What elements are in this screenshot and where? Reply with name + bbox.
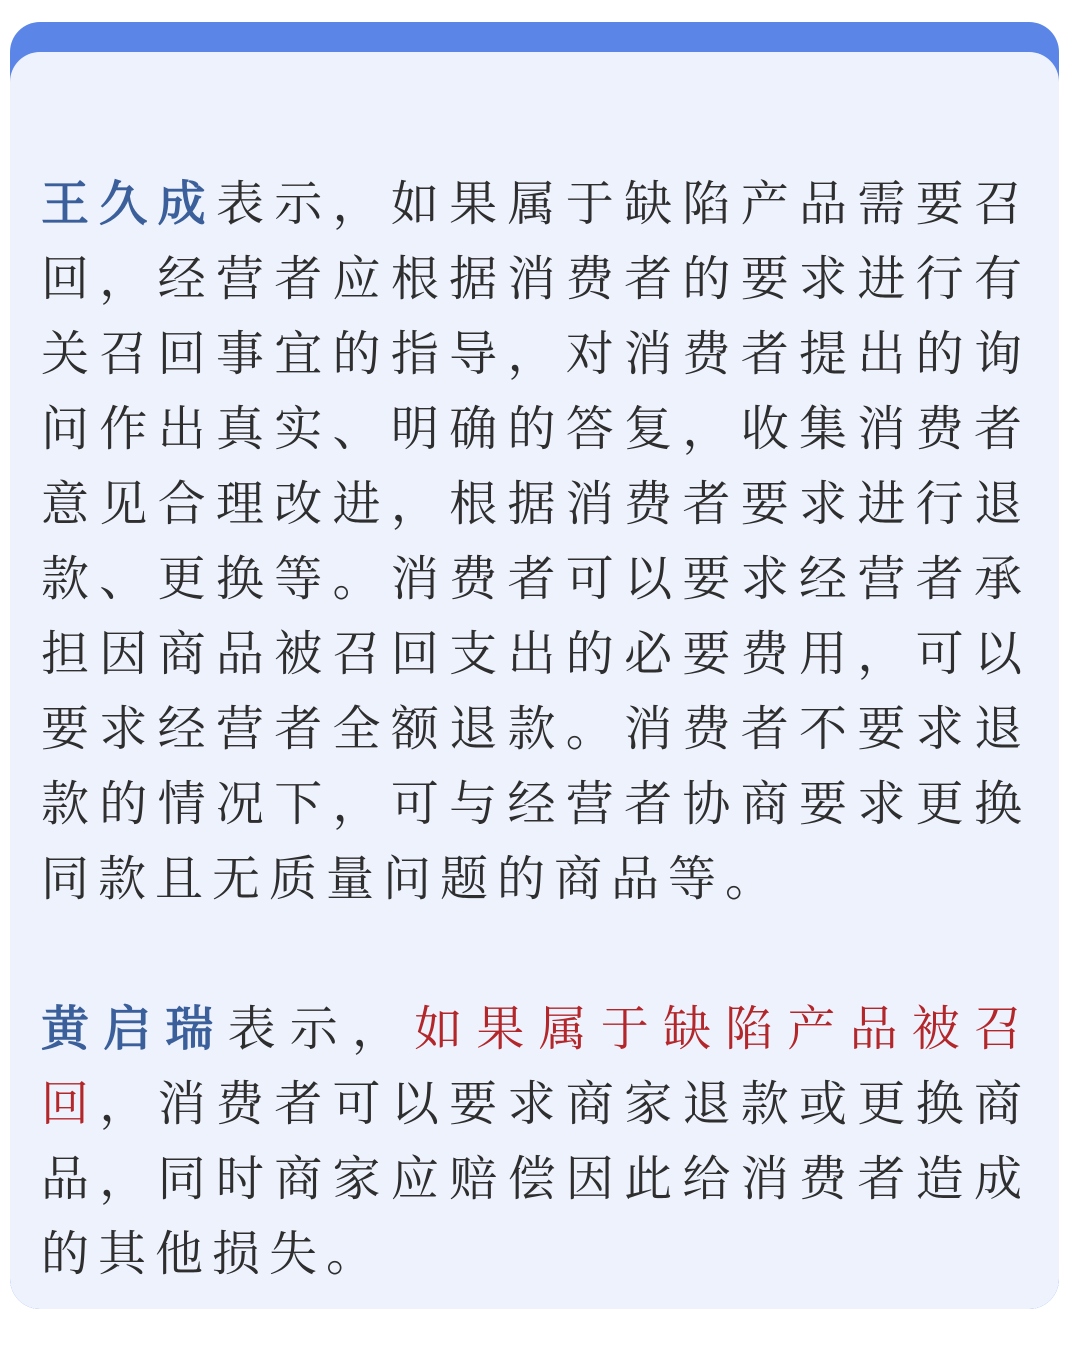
statement-paragraph-huang <box>41 992 1031 1292</box>
statement-prefix-huang: 表示， <box>227 1001 415 1057</box>
speaker-name-wang: 王久成 <box>41 176 216 232</box>
quote-card <box>10 22 1059 1309</box>
statement-emphasis-huang: 如果属于缺陷产品被召回 <box>41 1001 1031 1132</box>
quote-card-body <box>10 52 1059 1309</box>
statement-text-huang: ，消费者可以要求商家退款或更换商品，同时商家应赔偿因此给消费者造成的其他损失。 <box>41 1076 1031 1282</box>
statement-text-wang: 表示，如果属于缺陷产品需要召回，经营者应根据消费者的要求进行有关召回事宜的指导，对消费者提出的询问作出真实、明确的答复，收集消费者意见合理改进，根据消费者要求进行退款、更换等。消费者可以要求经营者承担因商品被召回支出的必要费用，可以要求经营者全额退款。消费者不要求退款的情况下，可与经营者协商要求更换同款且无质量问题的商品等。 <box>41 176 1031 907</box>
statement-paragraph-wang <box>41 167 1031 917</box>
speaker-name-huang: 黄启瑞 <box>41 1001 228 1057</box>
